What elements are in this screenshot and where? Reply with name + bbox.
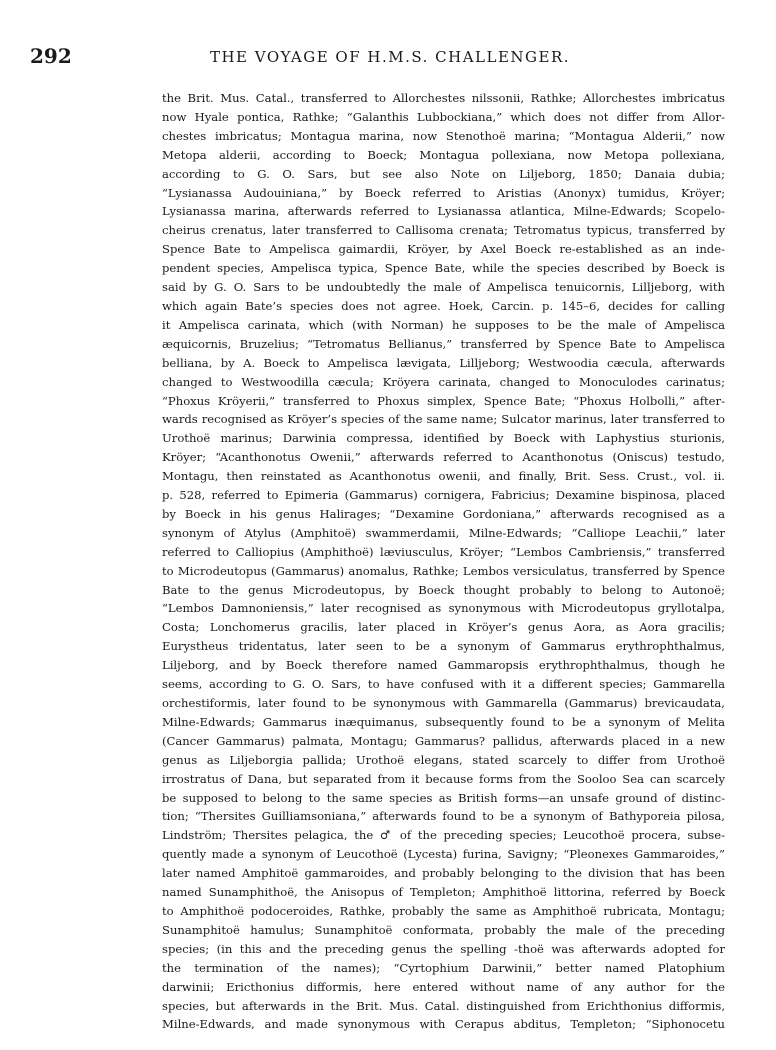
text-line: Urothoë marinus; Darwinia compressa, identified by Boeck with Laphystius sturionis, bbox=[162, 431, 725, 446]
text-line: pendent species, Ampelisca typica, Spence Bate, while the species described by Boeck is bbox=[162, 261, 725, 276]
text-line: said by G. O. Sars to be undoubtedly the male of Ampelisca tenuicornis, Lilljeborg, with bbox=[162, 280, 725, 295]
text-line: “Lysianassa Audouiniana,” by Boeck referred to Aristias (Anonyx) tumidus, Kröyer; bbox=[162, 185, 725, 200]
text-line: “Phoxus Kröyerii,” transferred to Phoxus simplex, Spence Bate; “Phoxus Holbolli,” after- bbox=[162, 393, 725, 408]
text-line: æquicornis, Bruzelius; “Tetromatus Bellianus,” transferred by Spence Bate to Ampelisca bbox=[162, 336, 725, 351]
text-line: Lindström; Thersites pelagica, the ♂ of the preceding species; Leucothoë procera, subse- bbox=[162, 828, 725, 843]
text-line: p. 528, referred to Epimeria (Gammarus) cornigera, Fabricius; Dexamine bispinosa, placed bbox=[162, 488, 725, 503]
text-line: later named Amphitoë gammaroides, and probably belonging to the division that has been bbox=[162, 866, 725, 881]
text-line: “Lembos Damnoniensis,” later recognised as synonymous with Microdeutopus gryllotalpa, bbox=[162, 601, 725, 616]
text-line: species, but afterwards in the Brit. Mus. Catal. distinguished from Erichthonius difformis, bbox=[162, 998, 725, 1013]
text-line: species; (in this and the preceding genus the spelling -thoë was afterwards adopted for bbox=[162, 941, 725, 956]
body-text bbox=[162, 89, 725, 1034]
text-line: Sunamphitoë hamulus; Sunamphitoë conformata, probably the male of the preceding bbox=[162, 922, 725, 937]
running-title: THE VOYAGE OF H.M.S. CHALLENGER. bbox=[209, 48, 571, 66]
paragraph bbox=[162, 89, 725, 1034]
text-line: Metopa alderii, according to Boeck; Montagua pollexiana, now Metopa pollexiana, bbox=[162, 147, 725, 162]
text-line: darwinii; Ericthonius difformis, here entered without name of any author for the bbox=[162, 979, 725, 994]
text-line: Liljeborg, and by Boeck therefore named Gammaropsis erythrophthalmus, though he bbox=[162, 658, 725, 673]
text-line: Kröyer; “Acanthonotus Owenii,” afterwards referred to Acanthonotus (Oniscus) testudo, bbox=[162, 450, 725, 465]
page-number: 292 bbox=[30, 44, 72, 68]
text-line: Milne-Edwards; Gammarus inæquimanus, subsequently found to be a synonym of Melita bbox=[162, 714, 725, 729]
text-line: by Boeck in his genus Halirages; “Dexamine Gordoniana,” afterwards recognised as a bbox=[162, 506, 725, 521]
text-line: wards recognised as Kröyer’s species of the same name; Sulcator marinus, later transferred to bbox=[162, 412, 725, 427]
text-line: to Amphithoë podoceroides, Rathke, probably the same as Amphithoë rubricata, Montagu; bbox=[162, 903, 725, 918]
text-line: the Brit. Mus. Catal., transferred to Allorchestes nilssonii, Rathke; Allorchestes imbricatus bbox=[162, 91, 725, 105]
text-line: synonym of Atylus (Amphitoë) swammerdamii, Milne-Edwards; “Calliope Leachii,” later bbox=[162, 525, 725, 540]
text-line: referred to Calliopius (Amphithoë) læviusculus, Kröyer; “Lembos Cambriensis,” transferred bbox=[162, 544, 725, 559]
text-line: according to G. O. Sars, but see also Note on Liljeborg, 1850; Danaia dubia; bbox=[162, 166, 725, 181]
text-line: Lysianassa marina, afterwards referred to Lysianassa atlantica, Milne-Edwards; Scopelo- bbox=[162, 204, 725, 219]
text-line: to Microdeutopus (Gammarus) anomalus, Rathke; Lembos versiculatus, transferred by Spence bbox=[162, 563, 725, 578]
text-line: seems, according to G. O. Sars, to have confused with it a different species; Gammarella bbox=[162, 677, 725, 692]
text-line: quently made a synonym of Leucothoë (Lycesta) furina, Savigny; “Pleonexes Gammaroides,” bbox=[162, 847, 725, 862]
text-line: chestes imbricatus; Montagua marina, now Stenothoë marina; “Montagua Alderii,” now bbox=[162, 128, 725, 143]
text-line: irrostratus of Dana, but separated from it because forms from the Sooloo Sea can scarcely bbox=[162, 771, 725, 786]
text-line: now Hyale pontica, Rathke; “Galanthis Lubbockiana,” which does not differ from Allor- bbox=[162, 109, 725, 124]
text-line: orchestiformis, later found to be synonymous with Gammarella (Gammarus) brevicaudata, bbox=[162, 696, 725, 710]
text-line: tion; “Thersites Guilliamsoniana,” afterwards found to be a synonym of Bathyporeia pilosa, bbox=[162, 809, 725, 824]
text-line: Eurystheus tridentatus, later seen to be a synonym of Gammarus erythrophthalmus, bbox=[162, 639, 725, 654]
page-header bbox=[30, 40, 750, 70]
text-line: the termination of the names); “Cyrtophium Darwinii,” better named Platophium bbox=[162, 960, 725, 975]
text-line: which again Bate’s species does not agree. Hoek, Carcin. p. 145–6, decides for calling bbox=[162, 298, 725, 313]
text-line: cheirus crenatus, later transferred to Callisoma crenata; Tetromatus typicus, transferred by bbox=[162, 223, 725, 238]
text-line: (Cancer Gammarus) palmata, Montagu; Gammarus? pallidus, afterwards placed in a new bbox=[162, 733, 725, 748]
text-line: it Ampelisca carinata, which (with Norman) he supposes to be the male of Ampelisca bbox=[162, 317, 725, 332]
text-line: belliana, by A. Boeck to Ampelisca lævigata, Lilljeborg; Westwoodia cæcula, afterwards bbox=[162, 355, 725, 370]
text-line: changed to Westwoodilla cæcula; Kröyera carinata, changed to Monoculodes carinatus; bbox=[162, 374, 725, 389]
text-line: genus as Liljeborgia pallida; Urothoë elegans, stated scarcely to differ from Urothoë bbox=[162, 752, 725, 767]
text-line: Montagu, then reinstated as Acanthonotus owenii, and finally, Brit. Sess. Crust., vol. ii. bbox=[162, 469, 725, 484]
text-line: Costa; Lonchomerus gracilis, later placed in Kröyer’s genus Aora, as Aora gracilis; bbox=[162, 620, 725, 635]
text-line: Bate to the genus Microdeutopus, by Boeck thought probably to belong to Autonoë; bbox=[162, 582, 725, 597]
text-line: Milne-Edwards, and made synonymous with Cerapus abditus, Templeton; “Siphonocetu bbox=[162, 1017, 725, 1032]
text-line: be supposed to belong to the same species as British forms—an unsafe ground of distinc- bbox=[162, 790, 725, 805]
text-line: named Sunamphithoë, the Anisopus of Templeton; Amphithoë littorina, referred by Boeck bbox=[162, 885, 725, 900]
text-line: Spence Bate to Ampelisca gaimardii, Kröyer, by Axel Boeck re-established as an inde- bbox=[162, 242, 725, 257]
